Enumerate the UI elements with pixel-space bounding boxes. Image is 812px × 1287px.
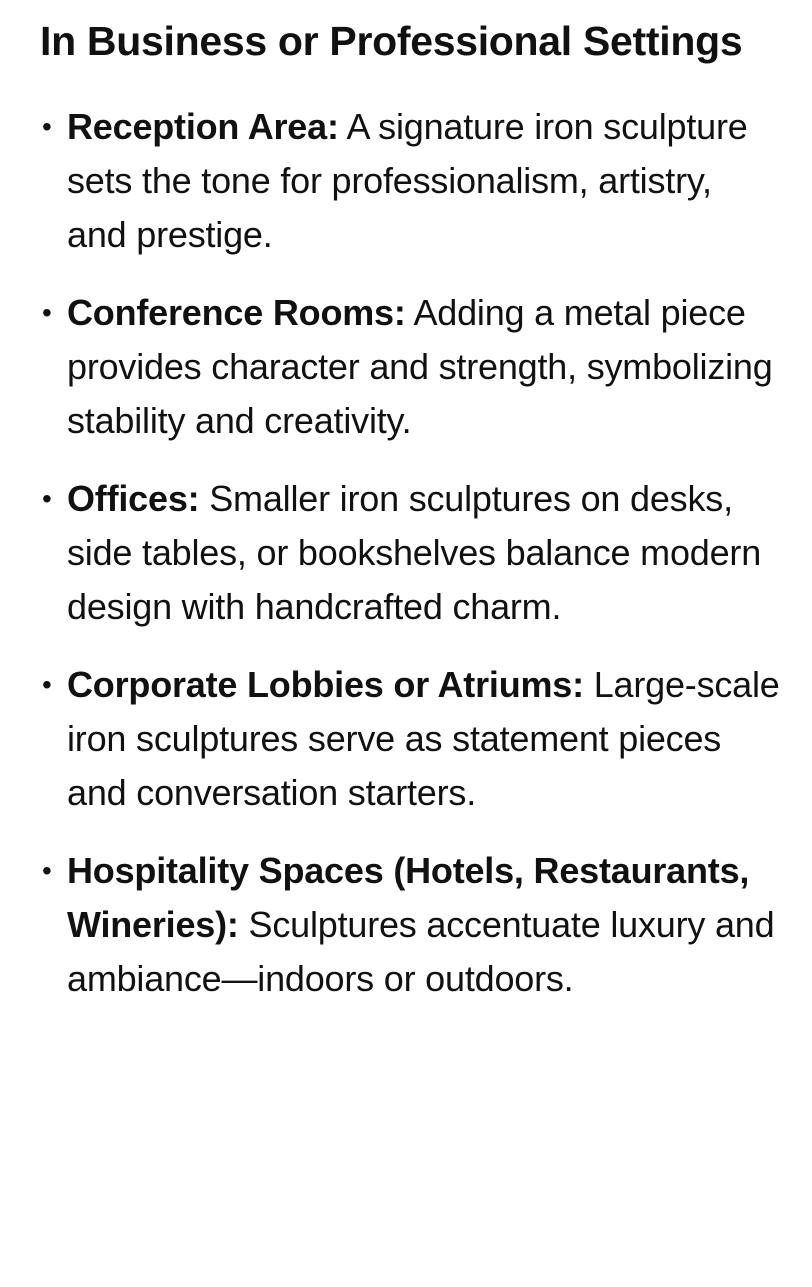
item-text: A signature iron sculpture sets the tone for professionalism, artistry, and prestige. bbox=[67, 106, 748, 255]
bullet-icon: • bbox=[42, 111, 52, 142]
bullet-icon: • bbox=[42, 483, 52, 514]
item-label: Offices: bbox=[67, 478, 200, 519]
list-item bbox=[40, 658, 780, 820]
article-section bbox=[40, 14, 780, 1030]
list-item bbox=[40, 472, 780, 634]
item-label: Hospitality Spaces (Hotels, Restaurants, Wineries): bbox=[67, 850, 750, 945]
bullet-icon: • bbox=[42, 297, 52, 328]
section-heading: In Business or Professional Settings bbox=[40, 18, 743, 64]
item-label: Corporate Lobbies or Atriums: bbox=[67, 664, 584, 705]
list-item bbox=[40, 286, 780, 448]
list-item bbox=[40, 100, 780, 262]
item-text: Smaller iron sculptures on desks, side tables, or bookshelves balance modern design with handcrafted charm. bbox=[67, 478, 762, 627]
item-text: Large-scale iron sculptures serve as statement pieces and conversation starters. bbox=[67, 664, 780, 813]
bullet-icon: • bbox=[42, 855, 52, 886]
item-text: Adding a metal piece provides character and strength, symbolizing stability and creativity. bbox=[67, 292, 773, 441]
item-label: Reception Area: bbox=[67, 106, 339, 147]
settings-list bbox=[40, 100, 780, 1006]
item-label: Conference Rooms: bbox=[67, 292, 406, 333]
item-text: Sculptures accentuate luxury and ambiance—indoors or outdoors. bbox=[67, 904, 775, 999]
list-item bbox=[40, 844, 780, 1006]
bullet-icon: • bbox=[42, 669, 52, 700]
